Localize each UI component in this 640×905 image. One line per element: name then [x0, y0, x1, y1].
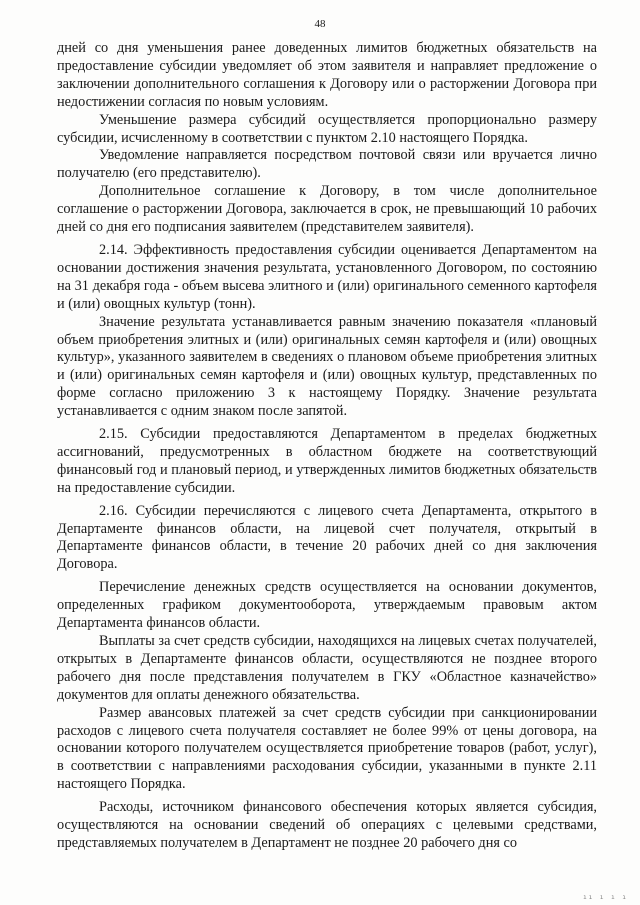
paragraph-subsidy-reduction: Уменьшение размера субсидий осуществляется пропорционально размеру субсидии, исчисленному в соответствии с пунктом 2.10 настоящего Порядка.	[57, 111, 597, 146]
page-number: 48	[314, 18, 326, 30]
paragraph-notification: Уведомление направляется посредством почтовой связи или вручается лично получателю (его представителю).	[57, 147, 597, 182]
paragraph-result-value: Значение результата устанавливается равным значению показателя «плановый объем приобретения элитных и (или) оригинальных семян картофеля и (или) овощных культур», указанного заявителем в сведениях о плановом объеме приобретения элитных и (или) оригинальных семян картофеля и (или) овощных культур, представленных по форме согласно приложению 3 к настоящему Порядку. Значение результата устанавливается с одним знаком после запятой.	[57, 313, 597, 420]
document-body	[57, 40, 597, 853]
paragraph-continuation: дней со дня уменьшения ранее доведенных лимитов бюджетных обязательств на предоставление субсидии уведомляет об этом заявителя и направляет предложение о заключении дополнительного соглашения к Договору или о расторжении Договора при недостижении согласия по новым условиям.	[57, 40, 597, 110]
scan-mark: ıı ı ı ı	[583, 894, 628, 901]
paragraph-advance-payments: Размер авансовых платежей за счет средств субсидии при санкционировании расходов с лицевого счета получателя составляет не более 99% от цены договора, на основании которого получателем осуществляется приобретение товаров (работ, услуг), в соответствии с направлениями расходования субсидии, указанными в пункте 2.11 настоящего Порядка.	[57, 704, 597, 793]
paragraph-transfer-basis: Перечисление денежных средств осуществляется на основании документов, определенных графиком документооборота, утверждаемым правовым актом Департамента финансов области.	[57, 579, 597, 632]
paragraph-expenses: Расходы, источником финансового обеспечения которых является субсидия, осуществляются на основании сведений об операциях с целевыми средствами, представляемых получателем в Департамент не позднее 20 рабочего дня со	[57, 799, 597, 851]
paragraph-payments: Выплаты за счет средств субсидии, находящихся на лицевых счетах получателей, открытых в Департаменте финансов области, осуществляются не позднее второго рабочего дня после представления получателем в ГКУ «Областное казначейство» документов для оплаты денежного обязательства.	[57, 633, 597, 703]
paragraph-clause-2-14: 2.14. Эффективность предоставления субсидии оценивается Департаментом на основании достижения значения результата, установленного Договором, по состоянию на 31 декабря года - объем высева элитного и (или) оригинального семенного картофеля и (или) овощных культур (тонн).	[57, 241, 597, 312]
paragraph-clause-2-16: 2.16. Субсидии перечисляются с лицевого счета Департамента, открытого в Департаменте финансов области, на лицевой счет получателя, открытый в Департаменте финансов области, в течение 20 рабочих дней со дня заключения Договора.	[57, 502, 597, 573]
paragraph-clause-2-15: 2.15. Субсидии предоставляются Департаментом в пределах бюджетных ассигнований, предусмотренных в областном бюджете на соответствующий финансовый год и плановый период, и утвержденных лимитов бюджетных обязательств на предоставление субсидии.	[57, 426, 597, 496]
paragraph-additional-agreement: Дополнительное соглашение к Договору, в том числе дополнительное соглашение о расторжении Договора, заключается в срок, не превышающий 10 рабочих дней со дня его подписания заявителем (представителем заявителя).	[57, 183, 597, 236]
